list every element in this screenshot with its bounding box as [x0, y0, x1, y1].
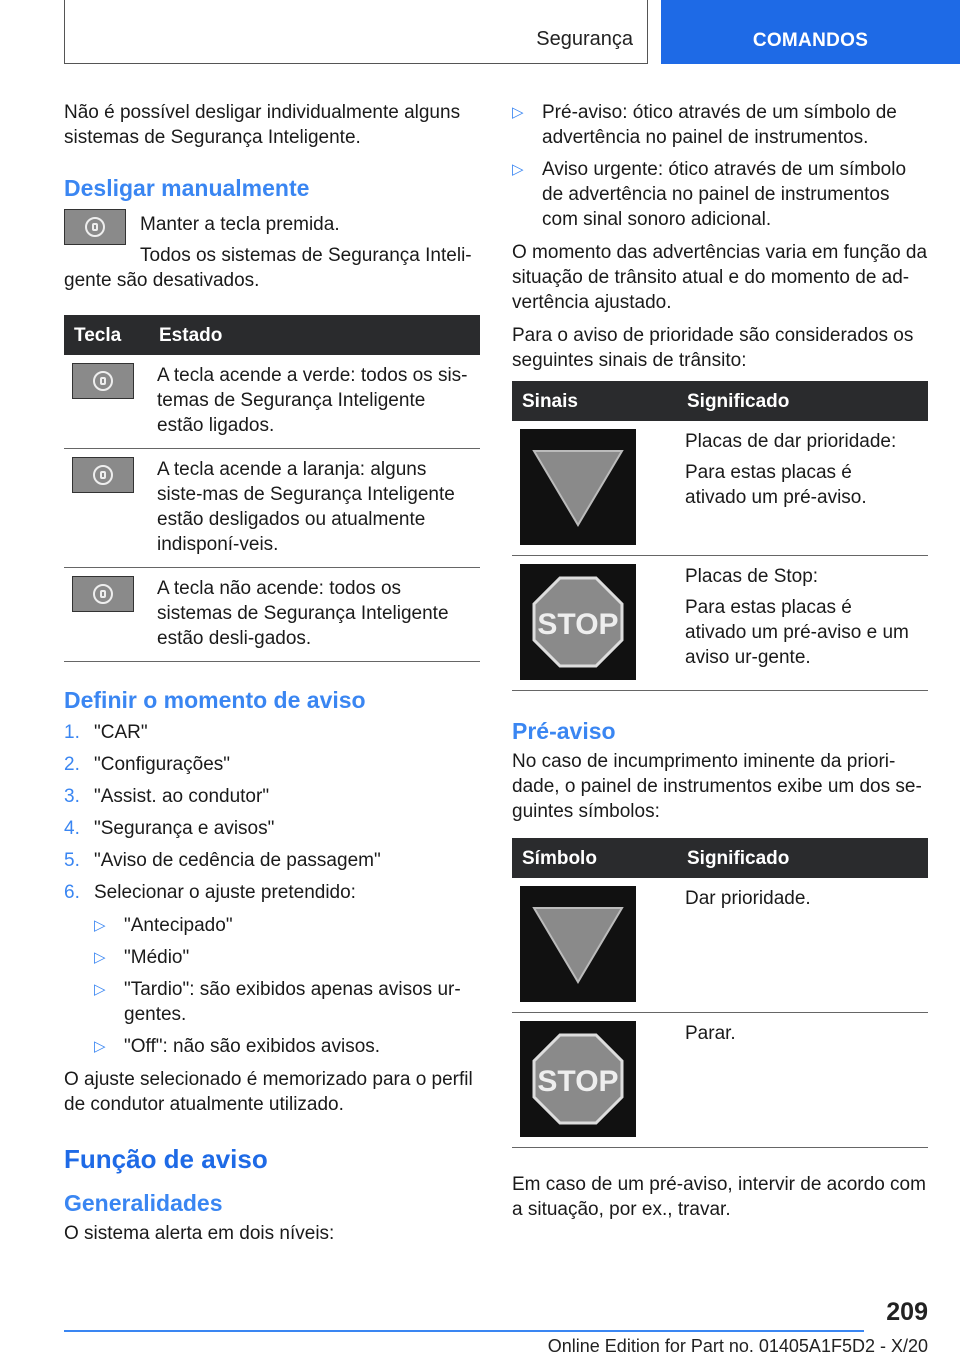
list-item: 6. Selecionar o ajuste pretendido:: [64, 882, 356, 903]
key-table-header-key: Tecla: [64, 315, 149, 355]
list-item: ▷ "Médio": [94, 947, 190, 968]
levels-list: [512, 100, 928, 232]
list-item: 1. "CAR": [64, 722, 148, 743]
header-section: Segurança: [536, 28, 633, 50]
header-chapter: COMANDOS: [752, 30, 869, 51]
key-state-text: A tecla acende a laranja: alguns siste-mas de Segurança Inteligente estão desligados ou atualmente indisponí-veis.: [149, 449, 480, 568]
key-state-table: [64, 315, 480, 662]
manual-result: Todos os sistemas de Segurança Inteli-gente são desativados.: [64, 245, 472, 291]
yield-sign-icon: [520, 429, 636, 545]
heading-general: Generalidades: [64, 1190, 223, 1216]
list-item: ▷ "Tardio": são exibidos apenas avisos ur-gentes.: [94, 979, 461, 1025]
symbol-meaning: Parar.: [677, 1013, 928, 1148]
header-section-box: [64, 0, 648, 64]
list-item: 2. "Configurações": [64, 754, 231, 775]
page-number: 209: [886, 1298, 928, 1326]
triangle-bullet-icon: ▷: [512, 104, 524, 121]
sign-meaning-detail: Para estas placas é ativado um pré-aviso.: [685, 462, 867, 508]
triangle-bullet-icon: ▷: [94, 1038, 106, 1055]
symbols-header-symbol: Símbolo: [512, 838, 677, 878]
stop-sign-text: STOP: [537, 608, 619, 641]
triangle-bullet-icon: ▷: [512, 161, 524, 178]
stop-sign-icon: [520, 564, 636, 680]
symbols-table: [512, 838, 928, 1148]
left-column: [64, 100, 480, 1254]
timing-paragraph: O momento das advertências varia em função da situação de trânsito atual e do momento de ad-vertência ajustado.: [512, 242, 928, 313]
triangle-bullet-icon: ▷: [94, 917, 106, 934]
options-list: [94, 913, 480, 1059]
sign-meaning-detail: Para estas placas é ativado um pré-aviso e um aviso ur-gente.: [685, 597, 909, 668]
table-row: [64, 568, 480, 662]
signs-header-signs: Sinais: [512, 381, 677, 421]
list-item: ▷ Pré-aviso: ótico através de um símbolo de advertência no painel de instrumentos.: [512, 102, 897, 148]
header-chapter-tab[interactable]: [661, 0, 960, 64]
list-item: ▷ "Off": não são exibidos avisos.: [94, 1036, 381, 1057]
symbol-meaning: Dar prioridade.: [677, 878, 928, 1013]
signs-header-meaning: Significado: [677, 381, 928, 421]
key-table-header-state: Estado: [149, 315, 480, 355]
table-row: [64, 355, 480, 449]
heading-manual-off: Desligar manualmente: [64, 175, 310, 201]
general-paragraph: O sistema alerta em dois níveis:: [64, 1223, 335, 1244]
symbols-header-meaning: Significado: [677, 838, 928, 878]
intro-paragraph: Não é possível desligar individualmente alguns sistemas de Segurança Inteligente.: [64, 102, 461, 148]
table-row: [512, 421, 928, 556]
signs-intro-paragraph: Para o aviso de prioridade são considerados os seguintes sinais de trânsito:: [512, 325, 914, 371]
key-state-text: A tecla acende a verde: todos os sis-temas de Segurança Inteligente estão ligados.: [149, 355, 480, 449]
heading-warning-function: Função de aviso: [64, 1144, 268, 1174]
right-column: [512, 100, 928, 1230]
stop-sign-text: STOP: [537, 1065, 619, 1098]
list-item: 3. "Assist. ao condutor": [64, 786, 270, 807]
safety-key-icon: [72, 363, 134, 399]
memo-paragraph: O ajuste selecionado é memorizado para o perfil de condutor atualmente utilizado.: [64, 1069, 473, 1115]
pre-warning-paragraph: No caso de incumprimento iminente da priori-dade, o painel de instrumentos exibe um dos se-guintes símbolos:: [512, 751, 922, 822]
table-row: [512, 556, 928, 691]
edition-text: Online Edition for Part no. 01405A1F5D2 - X/20: [547, 1336, 928, 1356]
heading-pre-warning: Pré-aviso: [512, 718, 616, 744]
steps-list: [64, 720, 480, 905]
sign-meaning: Placas de Stop:: [685, 566, 819, 587]
manual-instruction: Manter a tecla premida.: [140, 214, 340, 235]
list-item: 5. "Aviso de cedência de passagem": [64, 850, 381, 871]
list-item: 4. "Segurança e avisos": [64, 818, 275, 839]
manual-block: [64, 212, 480, 293]
list-item: ▷ Aviso urgente: ótico através de um símbolo de advertência no painel de instrumentos com sinal sonoro adicional.: [512, 159, 907, 230]
table-row: [512, 878, 928, 1013]
table-row: [512, 1013, 928, 1148]
signs-table: [512, 381, 928, 691]
safety-key-icon: [64, 209, 126, 245]
triangle-bullet-icon: ▷: [94, 981, 106, 998]
key-state-text: A tecla não acende: todos os sistemas de Segurança Inteligente estão desli-gados.: [149, 568, 480, 662]
stop-sign-icon: [520, 1021, 636, 1137]
heading-warning-moment: Definir o momento de aviso: [64, 687, 366, 713]
table-row: [64, 449, 480, 568]
sign-meaning: Placas de dar prioridade:: [685, 431, 897, 452]
final-paragraph: Em caso de um pré-aviso, intervir de acordo com a situação, por ex., travar.: [512, 1174, 926, 1220]
safety-key-icon: [72, 457, 134, 493]
yield-sign-icon: [520, 886, 636, 1002]
triangle-bullet-icon: ▷: [94, 949, 106, 966]
footer-divider: [64, 1330, 864, 1332]
list-item: ▷ "Antecipado": [94, 915, 233, 936]
safety-key-icon: [72, 576, 134, 612]
